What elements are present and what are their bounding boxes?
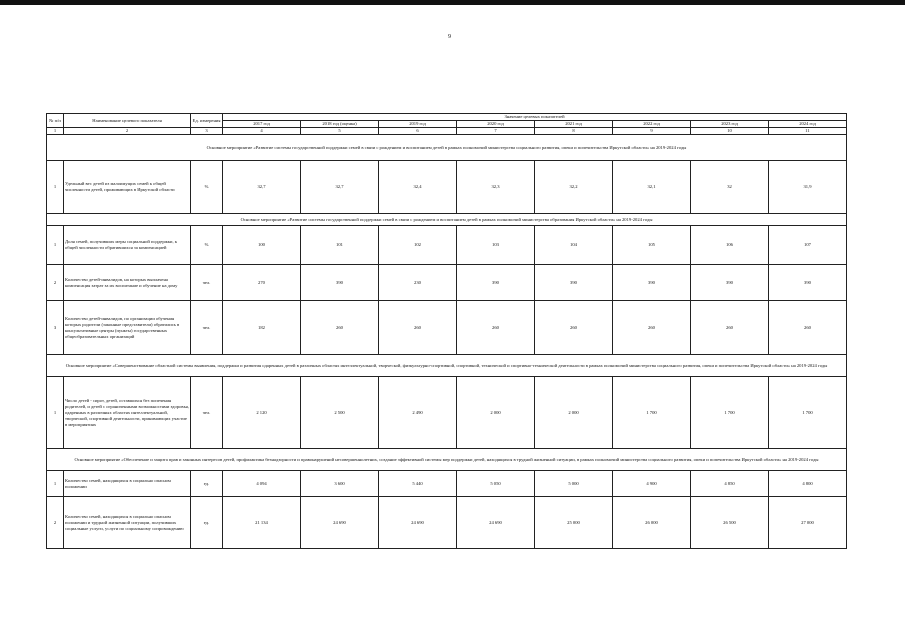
row-value: 260 [613,301,691,355]
row-value: 100 [223,226,301,265]
header-year: 2024 год [769,121,847,128]
row-no: 1 [47,471,64,497]
row-value: 32,2 [535,161,613,214]
row-value: 260 [457,301,535,355]
row-value: 107 [769,226,847,265]
row-value: 105 [613,226,691,265]
section-title: Основное мероприятие «Развитие системы государственной поддержки семей в связи с рождением и воспитанием детей в рамках полномочий министерства образования Иркутской области» на 2019-2024 годы [47,214,847,226]
column-number: 2 [64,128,191,135]
row-value: 32,7 [223,161,301,214]
row-value: 270 [223,265,301,301]
column-number: 3 [191,128,223,135]
row-value: 106 [691,226,769,265]
header-no: № п/п [47,114,64,128]
row-name: Удельный вес детей из малоимущих семей к общей численности детей, проживающих в Иркутской области [64,161,191,214]
row-value: 32,4 [379,161,457,214]
indicator-table-wrapper [46,113,846,549]
row-unit: % [191,161,223,214]
row-value: 260 [769,301,847,355]
header-year: 2018 год (оценка) [301,121,379,128]
row-value: 27 000 [769,497,847,549]
row-value: 2 120 [223,377,301,449]
header-name: Наименование целевого показателя [64,114,191,128]
column-number: 6 [379,128,457,135]
row-name: Доля семей, получивших меры социальной поддержки, к общей численности обратившихся за компенсацией [64,226,191,265]
row-name: Количество семей, находящихся в социально опасном положении и трудной жизненной ситуации, получивших социальные услуги, услуги по социальному сопровождению [64,497,191,549]
row-value: 182 [223,301,301,355]
section-title: Основное мероприятие «Совершенствование областной системы выявления, поддержки и развития одаренных детей в различных областях интеллектуальной, творческой, физкультурно-спортивной, спортивной, технической и спортивно-технической деятельности в рамках полномочий министерства социального развития, опеки и попечительства Иркутской области» на 2019-2024 годы [47,355,847,377]
row-value: 390 [691,265,769,301]
column-number: 11 [769,128,847,135]
row-no: 1 [47,226,64,265]
row-value: 260 [691,301,769,355]
row-value: 26 500 [691,497,769,549]
row-unit: чел. [191,265,223,301]
row-value: 5 050 [457,471,535,497]
row-name: Количество детей-инвалидов, на которых выплачена компенсация затрат за их воспитание и обучение на дому [64,265,191,301]
column-number: 10 [691,128,769,135]
row-value: 21 134 [223,497,301,549]
row-value: 5 440 [379,471,457,497]
row-value: 390 [535,265,613,301]
row-value: 101 [301,226,379,265]
top-border [0,0,905,5]
row-name: Число детей - сирот, детей, оставшихся без попечения родителей, и детей с ограниченными возможностями здоровья, одаренных в различных областях интеллектуальной, творческой, спортивной деятельности, принимающих участие в мероприятиях [64,377,191,449]
row-unit: ед. [191,471,223,497]
section-title: Основное мероприятие «Развитие системы государственной поддержки семей в связи с рождением и воспитанием детей в рамках полномочий министерства социального развития, опеки и попечительства Иркутской области» на 2019-2024 годы [47,135,847,161]
row-value: 104 [535,226,613,265]
row-value: 32,7 [301,161,379,214]
header-year: 2022 год [613,121,691,128]
column-number: 8 [535,128,613,135]
row-no: 2 [47,265,64,301]
row-value: 1 700 [691,377,769,449]
table-row [47,265,847,301]
row-value: 2 000 [457,377,535,449]
column-number: 9 [613,128,691,135]
row-value: 390 [301,265,379,301]
row-value: 4 800 [769,471,847,497]
row-no: 2 [47,497,64,549]
row-value: 4 094 [223,471,301,497]
header-year: 2023 год [691,121,769,128]
row-value: 4 850 [691,471,769,497]
row-value: 24 690 [301,497,379,549]
table-row [47,471,847,497]
row-value: 32,1 [613,161,691,214]
row-value: 4 900 [613,471,691,497]
header-unit: Ед. измерения [191,114,223,128]
row-unit: чел. [191,301,223,355]
row-unit: ед. [191,497,223,549]
row-value: 260 [379,301,457,355]
row-value: 1 700 [769,377,847,449]
row-value: 102 [379,226,457,265]
column-numbers-row [47,128,847,135]
row-value: 24 690 [379,497,457,549]
table-row [47,226,847,265]
row-no: 3 [47,301,64,355]
row-unit: чел. [191,377,223,449]
row-value: 2 490 [379,377,457,449]
header-year: 2020 год [457,121,535,128]
table-row [47,301,847,355]
header-year: 2021 год [535,121,613,128]
row-value: 5 000 [535,471,613,497]
row-value: 1 700 [613,377,691,449]
row-value: 31,9 [769,161,847,214]
table-row [47,497,847,549]
row-value: 2 000 [535,377,613,449]
page-number: 9 [448,34,451,40]
row-value: 260 [301,301,379,355]
section-title: Основное мероприятие «Обеспечение и защита прав и законных интересов детей, профилактика безнадзорности и правонарушений несовершеннолетних, создание эффективной системы мер поддержки детей, находящихся в трудной жизненной ситуации, в рамках полномочий министерства социального развития, опеки и попечительства Иркутской области» на 2019-2024 годы [47,449,847,471]
row-value: 390 [769,265,847,301]
header-year: 2017 год [223,121,301,128]
row-value: 390 [613,265,691,301]
header-year: 2019 год [379,121,457,128]
table-row [47,161,847,214]
row-value: 2 500 [301,377,379,449]
row-name: Количество семей, находящихся в социально опасном положении [64,471,191,497]
row-value: 24 690 [457,497,535,549]
column-number: 1 [47,128,64,135]
row-value: 25 000 [535,497,613,549]
column-number: 5 [301,128,379,135]
header-targets: Значение целевых показателей [223,114,847,121]
table-row [47,377,847,449]
row-value: 230 [379,265,457,301]
row-value: 3 600 [301,471,379,497]
row-no: 1 [47,161,64,214]
row-value: 103 [457,226,535,265]
row-value: 32 [691,161,769,214]
row-unit: % [191,226,223,265]
indicator-table [46,113,847,549]
row-value: 32,3 [457,161,535,214]
row-value: 390 [457,265,535,301]
row-name: Количество детей-инвалидов, по организации обучения которых родители (законные представители) обратились в консультативные центры (пункты) государственных общеобразовательных организаций [64,301,191,355]
column-number: 7 [457,128,535,135]
row-value: 26 000 [613,497,691,549]
row-no: 1 [47,377,64,449]
column-number: 4 [223,128,301,135]
row-value: 260 [535,301,613,355]
